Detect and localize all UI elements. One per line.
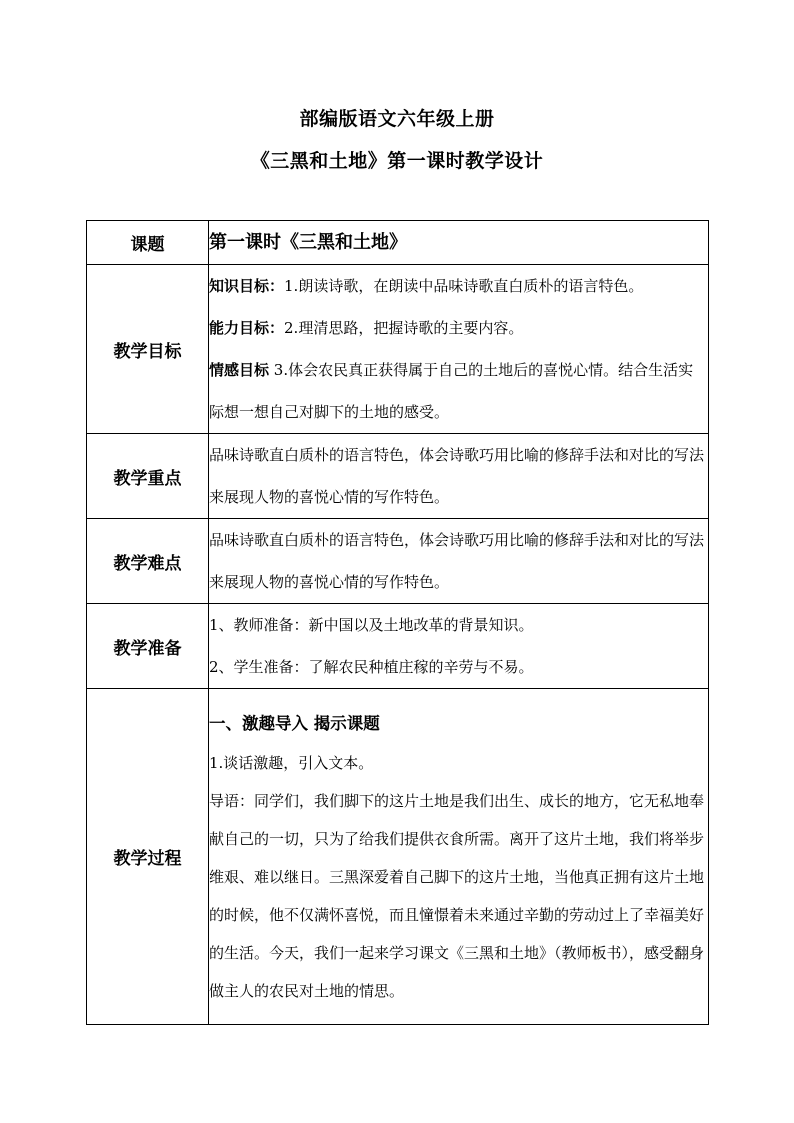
goal-emotion	[209, 349, 708, 433]
document-title: 部编版语文六年级上册	[299, 108, 495, 130]
label-key-points: 教学重点	[87, 434, 209, 519]
goal-emotion-label: 情感目标	[209, 361, 270, 379]
row-topic	[87, 221, 709, 265]
process-section-title: 一、激趣导入 揭示课题	[209, 713, 380, 733]
key-points-text: 品味诗歌直白质朴的语言特色，体会诗歌巧用比喻的修辞手法和对比的写法来展现人物的喜悦心情的写作特色。	[209, 446, 705, 506]
topic-value-cell	[209, 221, 709, 265]
row-difficulties	[87, 519, 709, 604]
difficulties-text: 品味诗歌直白质朴的语言特色，体会诗歌巧用比喻的修辞手法和对比的写法来展现人物的喜悦心情的写作特色。	[209, 531, 705, 591]
label-goals: 教学目标	[87, 265, 209, 434]
row-process	[87, 689, 709, 1025]
topic-value: 第一课时《三黑和土地》	[209, 231, 407, 253]
preparation-cell	[209, 604, 709, 689]
goals-cell	[209, 265, 709, 434]
lesson-plan-table	[86, 220, 709, 1025]
process-cell	[209, 689, 709, 1025]
preparation-item-1: 1、教师准备：新中国以及土地改革的背景知识。	[209, 616, 534, 634]
row-goals	[87, 265, 709, 434]
label-topic: 课题	[87, 221, 209, 265]
goal-knowledge-text: 1.朗读诗歌，在朗读中品味诗歌直白质朴的语言特色。	[284, 277, 644, 295]
label-preparation: 教学准备	[87, 604, 209, 689]
key-points-cell	[209, 434, 709, 519]
document-subtitle: 《三黑和土地》第一课时教学设计	[250, 150, 544, 172]
goal-knowledge	[209, 265, 708, 307]
process-paragraph: 导语：同学们，我们脚下的这片土地是我们出生、成长的地方，它无私地奉献自己的一切，只为了给我们提供衣食所需。离开了这片土地，我们将举步维艰、难以继日。三黑深爱着自己脚下的这片土地，当他真正拥有这片土地的时候，他不仅满怀喜悦，而且憧憬着未来通过辛勤的劳动过上了幸福美好的生活。今天，我们一起来学习课文《三黑和土地》（教师板书），感受翻身做主人的农民对土地的情思。	[209, 791, 705, 1000]
goal-knowledge-label: 知识目标：	[209, 277, 285, 295]
row-preparation	[87, 604, 709, 689]
goal-emotion-text: 3.体会农民真正获得属于自己的土地后的喜悦心情。结合生活实际想一想自己对脚下的土地的感受。	[209, 361, 694, 421]
goal-ability-label: 能力目标：	[209, 319, 285, 337]
preparation-item-2: 2、学生准备：了解农民种植庄稼的辛劳与不易。	[209, 658, 534, 676]
difficulties-cell	[209, 519, 709, 604]
label-process: 教学过程	[87, 689, 209, 1025]
label-difficulties: 教学难点	[87, 519, 209, 604]
goal-ability-text: 2.理清思路，把握诗歌的主要内容。	[284, 319, 524, 337]
process-step-1: 1.谈话激趣，引入文本。	[209, 753, 374, 772]
goal-ability	[209, 307, 708, 349]
row-key-points	[87, 434, 709, 519]
